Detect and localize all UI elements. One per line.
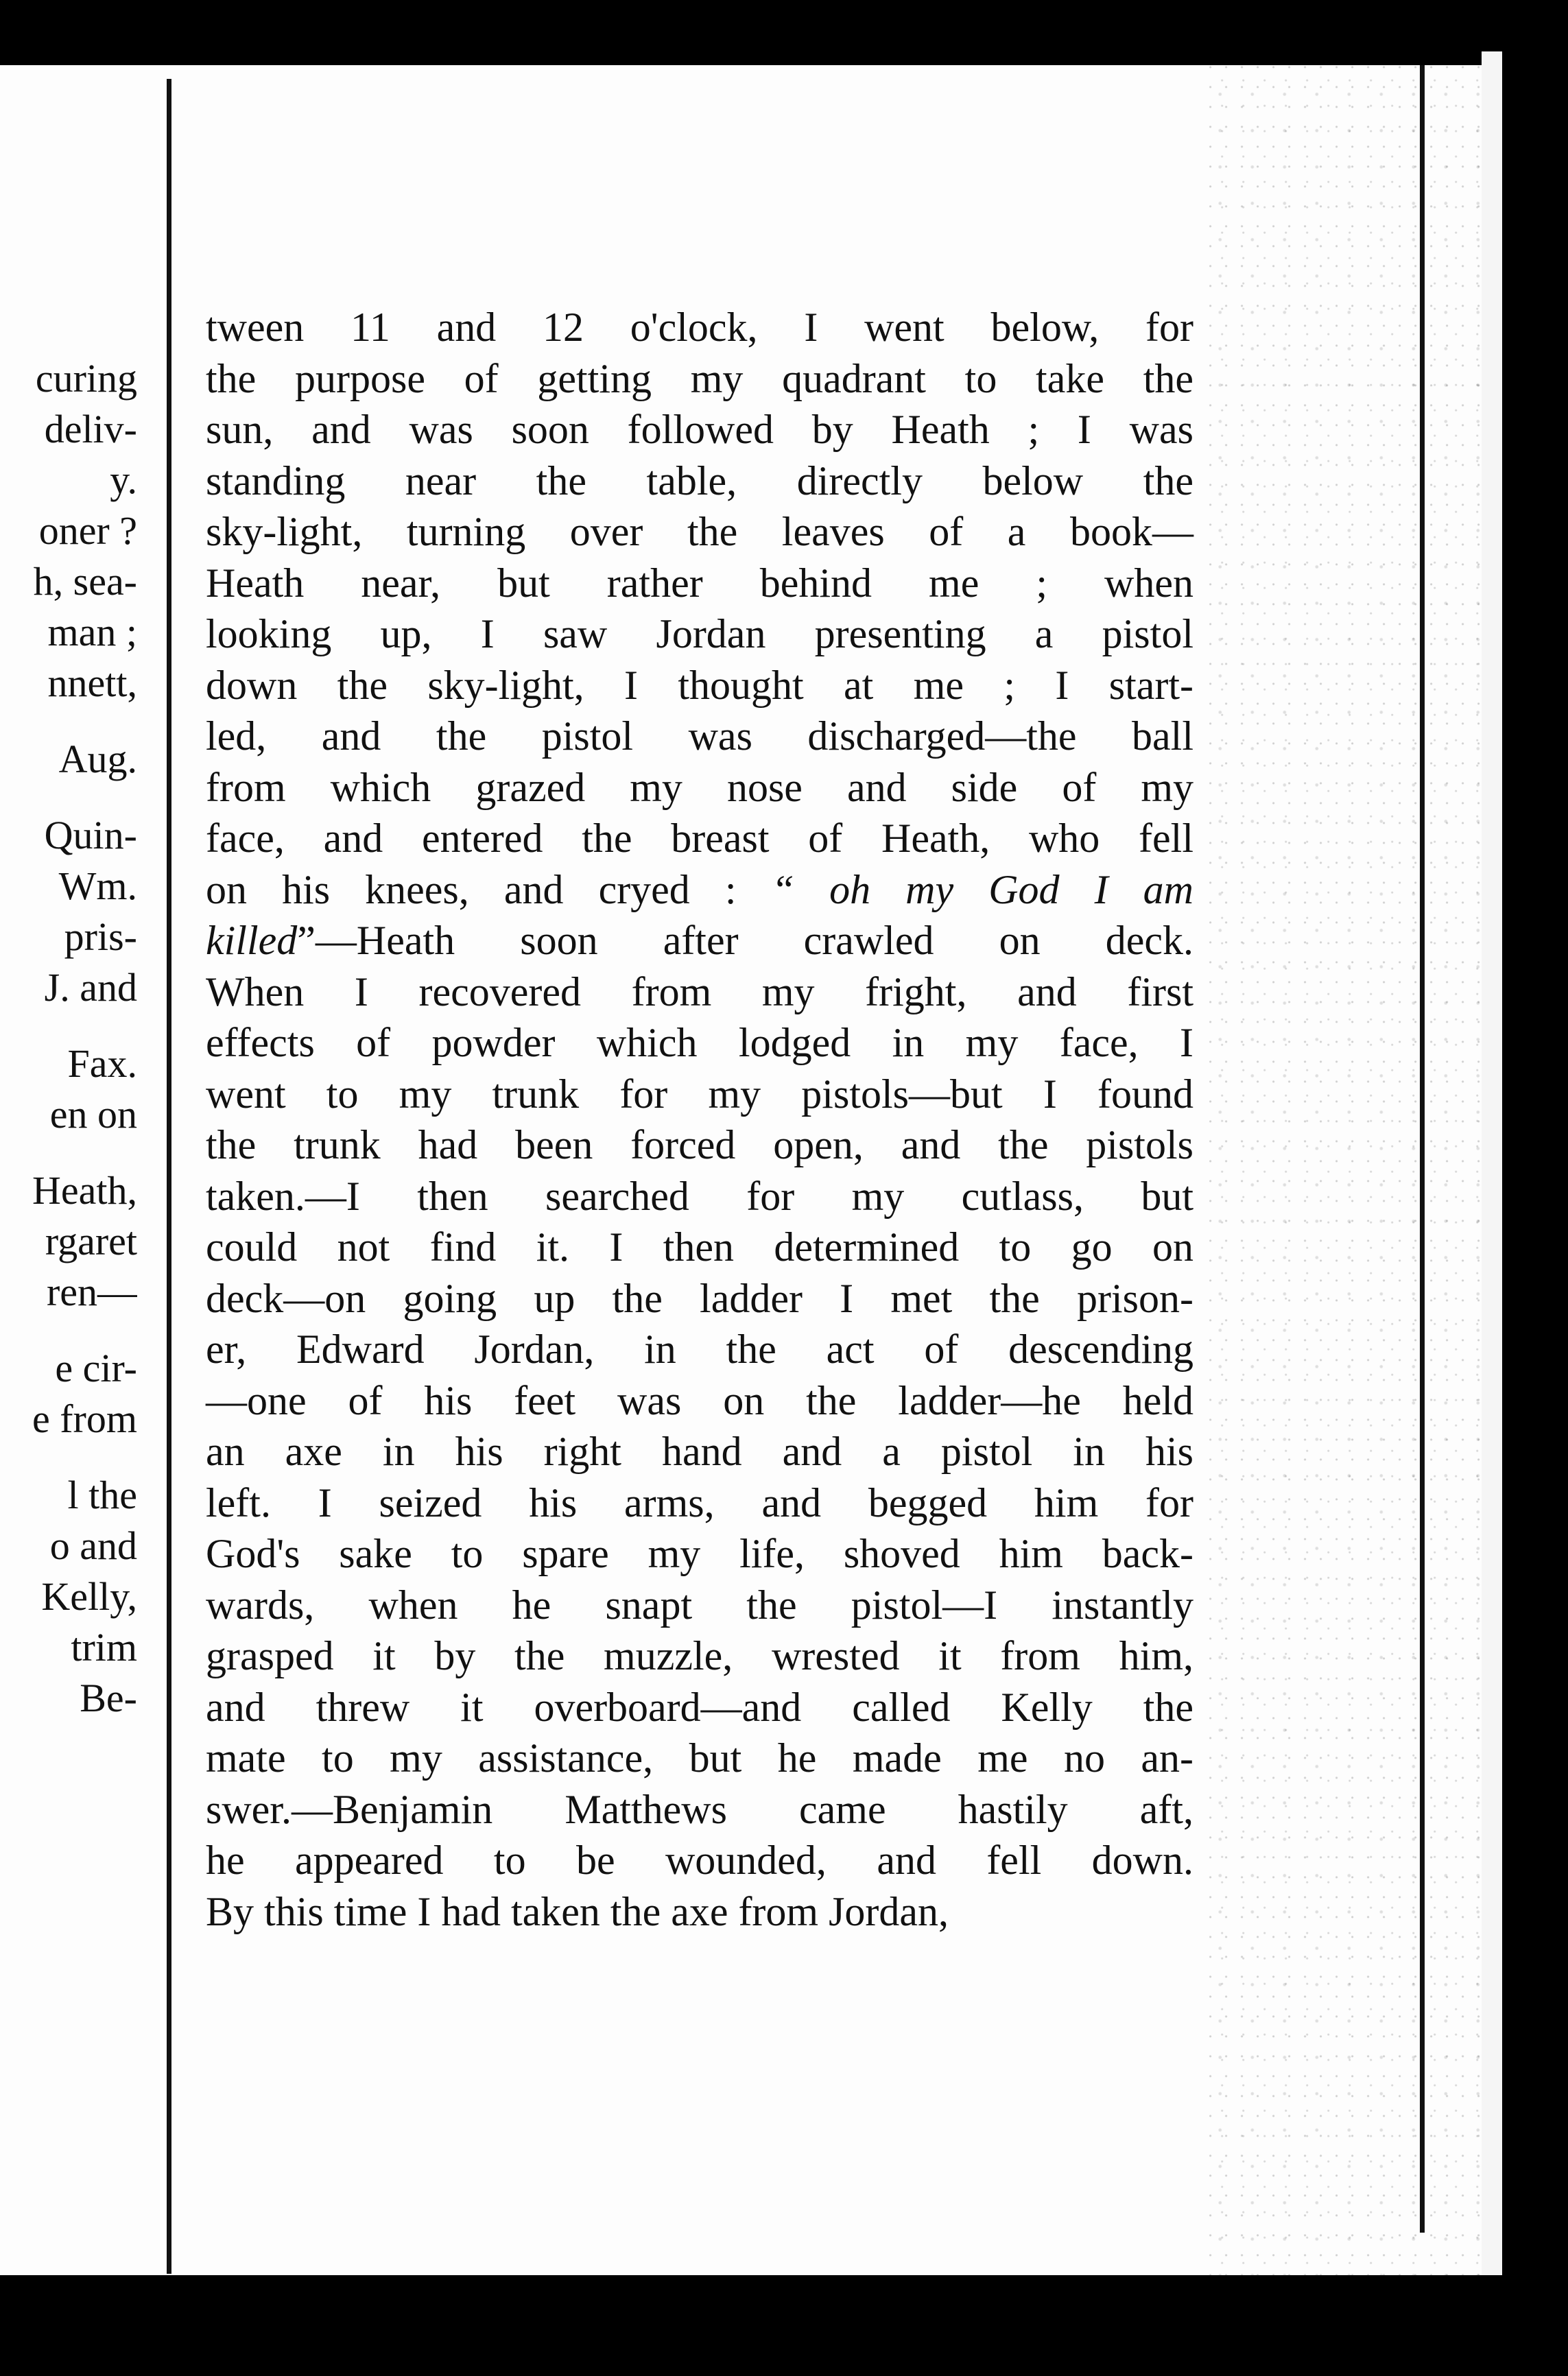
text-italic-quote: killed bbox=[206, 918, 298, 963]
text-line: went to my trunk for my pistols—but I found bbox=[206, 1071, 1193, 1117]
text-plain: ”—Heath soon after crawled on deck. bbox=[297, 918, 1193, 963]
left-line: Fax. bbox=[67, 1041, 137, 1086]
page-edge bbox=[1482, 51, 1502, 2301]
left-line: Aug. bbox=[58, 737, 137, 781]
text-line: God's sake to spare my life, shoved him back- bbox=[206, 1531, 1193, 1576]
text-line: By this time I had taken the axe from Jordan, bbox=[206, 1888, 949, 1934]
text-line: grasped it by the muzzle, wrested it from him, bbox=[206, 1633, 1193, 1678]
text-line: tween 11 and 12 o'clock, I went below, for bbox=[206, 305, 1193, 350]
main-column-text bbox=[206, 302, 1193, 1937]
text-line: and threw it overboard—and called Kelly the bbox=[206, 1684, 1193, 1730]
text-line: could not find it. I then determined to go on bbox=[206, 1224, 1193, 1270]
left-line: J. and bbox=[44, 965, 137, 1010]
left-line: y. bbox=[110, 458, 137, 502]
left-line: rgaret bbox=[45, 1219, 137, 1263]
text-line: taken.—I then searched for my cutlass, but bbox=[206, 1173, 1193, 1219]
column-rule-right bbox=[1420, 65, 1425, 2233]
column-rule-left bbox=[167, 79, 171, 2274]
text-line: standing near the table, directly below the bbox=[206, 458, 1193, 503]
text-line: —one of his feet was on the ladder—he held bbox=[206, 1377, 1193, 1423]
left-line: deliv- bbox=[44, 407, 137, 451]
text-line: sky-light, turning over the leaves of a book— bbox=[206, 509, 1193, 554]
text-line: face, and entered the breast of Heath, who fell bbox=[206, 816, 1193, 861]
text-line: swer.—Benjamin Matthews came hastily aft, bbox=[206, 1786, 1193, 1832]
left-line: curing bbox=[35, 356, 137, 401]
left-line: trim bbox=[71, 1625, 137, 1670]
left-column-fragment bbox=[0, 353, 137, 1724]
text-line: the purpose of getting my quadrant to take the bbox=[206, 355, 1193, 401]
left-line: Wm. bbox=[58, 864, 137, 908]
left-line: Heath, bbox=[32, 1168, 137, 1213]
text-line-mixed bbox=[206, 915, 1193, 966]
left-line: man ; bbox=[47, 610, 137, 654]
text-line: sun, and was soon followed by Heath ; I was bbox=[206, 407, 1193, 452]
page-noise bbox=[1207, 65, 1482, 2275]
text-line: Heath near, but rather behind me ; when bbox=[206, 560, 1193, 606]
left-line: pris- bbox=[64, 914, 137, 959]
text-italic-quote: “ oh my God I am bbox=[771, 866, 1193, 912]
left-line: en on bbox=[49, 1092, 137, 1137]
text-line: he appeared to be wounded, and fell down. bbox=[206, 1838, 1193, 1883]
text-line: an axe in his right hand and a pistol in his bbox=[206, 1429, 1193, 1474]
text-line: looking up, I saw Jordan presenting a pistol bbox=[206, 611, 1193, 656]
text-plain: on his knees, and cryed : bbox=[206, 866, 772, 912]
left-line: h, sea- bbox=[33, 559, 137, 604]
text-line: er, Edward Jordan, in the act of descending bbox=[206, 1327, 1193, 1372]
left-line: nnett, bbox=[47, 661, 137, 705]
left-line: Be- bbox=[80, 1676, 137, 1720]
newspaper-page bbox=[0, 65, 1482, 2275]
left-line: e from bbox=[32, 1397, 137, 1441]
text-line: When I recovered from my fright, and first bbox=[206, 969, 1193, 1014]
text-line: down the sky-light, I thought at me ; I start- bbox=[206, 662, 1193, 708]
text-line: from which grazed my nose and side of my bbox=[206, 764, 1193, 810]
left-line: e cir- bbox=[55, 1346, 137, 1390]
left-line: o and bbox=[49, 1523, 137, 1568]
text-line: led, and the pistol was discharged—the ball bbox=[206, 713, 1193, 759]
text-line: effects of powder which lodged in my face, I bbox=[206, 1020, 1193, 1065]
text-line: the trunk had been forced open, and the pistols bbox=[206, 1122, 1193, 1167]
left-line: Quin- bbox=[44, 813, 137, 857]
left-line: oner ? bbox=[38, 508, 137, 553]
text-line: deck—on going up the ladder I met the prison- bbox=[206, 1275, 1193, 1321]
text-line: wards, when he snapt the pistol—I instantly bbox=[206, 1582, 1193, 1628]
left-line: ren— bbox=[46, 1270, 137, 1314]
left-line: l the bbox=[67, 1473, 137, 1517]
text-line: mate to my assistance, but he made me no an- bbox=[206, 1735, 1193, 1781]
left-line: Kelly, bbox=[41, 1574, 137, 1619]
text-line: left. I seized his arms, and begged him for bbox=[206, 1480, 1193, 1525]
scan-border bbox=[0, 2275, 1568, 2376]
text-line-mixed bbox=[206, 864, 1193, 916]
